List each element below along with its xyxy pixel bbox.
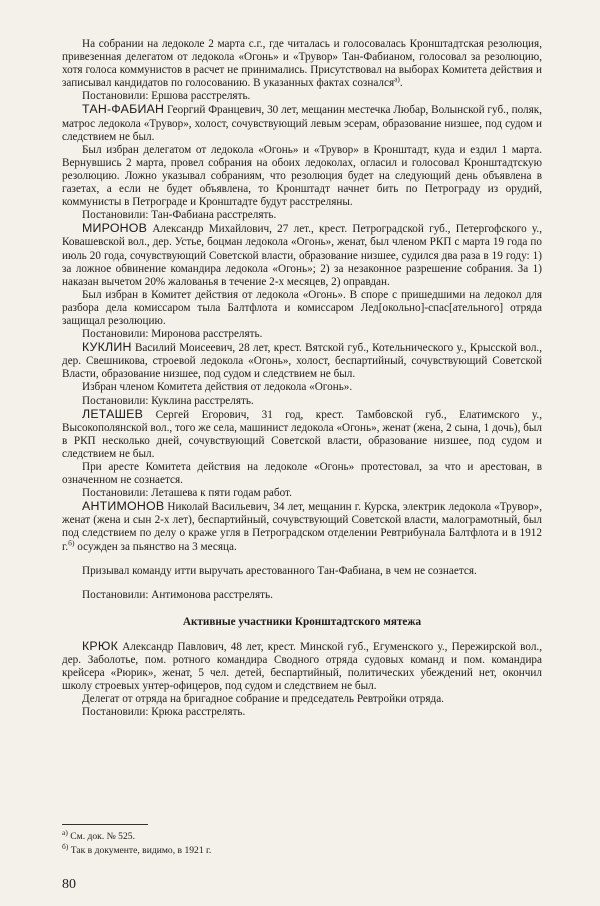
section-title: Активные участники Кронштадтского мятежа xyxy=(182,615,422,628)
paragraph: Призывал команду итти выручать арестованного Тан-Фабиана, в чем не сознается. xyxy=(82,564,477,577)
verdict: Постановили: Ершова расстрелять. xyxy=(82,90,251,103)
footnote: $^{а)}$ См. док. № 525. xyxy=(62,827,135,842)
page-number: 80 xyxy=(62,877,76,892)
paragraph: Делегат от отряда на бригадное собрание и председатель Ревтройки отряда. xyxy=(82,693,444,706)
person-entry: ТАН-ФАБИАН Георгий Францевич, 30 лет, мещанин местечка Любар, Волынской губ., поляк, матрос ледокола «Трувор», холост, сочувствующий левым эсерам, образование низшее, под судом и следствием не был. xyxy=(62,102,542,143)
paragraph: На собрании на ледоколе 2 марта с.г., где читалась и голосовалась Кронштадтская резолюция, привезенная делегатом от ледокола «Огонь» и «Трувор» Тан-Фабианом, голосовал за резолюцию, хотя голоса коммунистов в расчет не принимались. Присутствовал на выборах Комитета действия и записывал кандидатов по голосованию. В указанных фактах сознался$^{а)}$. xyxy=(62,38,542,90)
main-text xyxy=(62,38,542,720)
surname: ТАН-ФАБИАН xyxy=(82,102,165,117)
verdict: Постановили: Миронова расстрелять. xyxy=(82,328,263,341)
surname: КРЮК xyxy=(82,638,119,653)
footnote-ref: б) xyxy=(68,537,75,547)
surname: ЛЕТАШЕВ xyxy=(82,406,144,421)
surname: АНТИМОНОВ xyxy=(82,499,165,514)
verdict: Постановили: Куклина расстрелять. xyxy=(82,394,254,407)
paragraph: Избран членом Комитета действия от ледокола «Огонь». xyxy=(82,381,353,394)
footnote-divider xyxy=(62,824,148,825)
footnote-ref: а) xyxy=(394,74,400,84)
footnotes xyxy=(62,824,542,859)
person-entry: АНТИМОНОВ Николай Васильевич, 34 лет, мещанин г. Курска, электрик ледокола «Трувор», женат (жена и сын 2-х лет), беспартийный, сочувствующий Советской власти, малограмотный, был под следствием по делу о краже угля в Петроградском отделении Ревтрибунала Балтфлота и в 1912 г.$^{б)}$ осужден за пьянство на 3 месяца. xyxy=(62,499,542,553)
paragraph: Был избран в Комитет действия от ледокола «Огонь». В споре с пришедшими на ледокол для разбора дела комиссаром тыла Балтфлота и комиссаром Лед[окольно]-спас[ательного] отряда защищал резолюцию. xyxy=(62,288,542,327)
person-entry: МИРОНОВ Александр Михайлович, 27 лет., крест. Петроградской губ., Петергофского у., Ковашевской вол., дер. Устье, боцман ледокола «Огонь», женат, был членом РКП с марта 19 года по июль 20 года, сочувствующий Советской власти, образование низшее, судился два раза в 19 году: 1) за ложное обвинение командира ледокола «Огонь»; 2) за незаконное разрешение собрания. За 1) наказан вычетом 20% жалованья в течение 2-х месяцев, 2) оправдан. xyxy=(62,221,542,288)
verdict: Постановили: Тан-Фабиана расстрелять. xyxy=(82,209,277,222)
paragraph: При аресте Комитета действия на ледоколе «Огонь» протестовал, за что и арестован, в означенном не сознается. xyxy=(62,461,542,487)
surname: МИРОНОВ xyxy=(82,221,148,236)
person-entry: КУКЛИН Василий Моисеевич, 28 лет, крест. Вятской губ., Котельнического у., Крысской вол., дер. Свешникова, строевой ледокола «Огонь», холост, беспартийный, сочувствующий Советской Власти, образование низшее, под судом и следствием не был. xyxy=(62,340,542,381)
footnote: $^{б)}$ Так в документе, видимо, в 1921 г. xyxy=(62,841,212,856)
verdict: Постановили: Леташева к пяти годам работ. xyxy=(82,487,292,500)
paragraph: Был избран делегатом от ледокола «Огонь» и «Трувор» в Кронштадт, куда и ездил 1 марта. Вернувшись 2 марта, провел собрания на обоих ледоколах, огласил и голосовал Кронштадтскую резолюцию. Ложно указывал собраниям, что резолюция будет на следующий день объявлена в газетах, а если не будет объявлена, то Кронштадт начнет бить по Петрограду из орудий, коммунисты в Петрограде и Кронштадте будут расстреляны. xyxy=(62,143,542,209)
verdict: Постановили: Антимонова расстрелять. xyxy=(82,588,273,601)
person-entry: ЛЕТАШЕВ Сергей Егорович, 31 год, крест. Тамбовской губ., Елатимского у., Высокополянской вол., того же села, машинист ледокола «Огонь», женат (жена, 2 сына, 1 дочь), был в РКП несколько дней, сочувствующий Советской власти, образование низшее, под судом и следствием не был. xyxy=(62,406,542,460)
surname: КУКЛИН xyxy=(82,340,132,355)
person-entry: КРЮК Александр Павлович, 48 лет, крест. Минской губ., Егуменского у., Пережирской вол., дер. Заболотье, пом. ротного командира Сводного отряда судовых команд и пом. командира крейсера «Рюрик», женат, 5 чел. детей, беспартийный, политических убеждений нет, окончил школу строевых унтер-офицеров, под судом и следствием не был. xyxy=(62,638,542,693)
verdict: Постановили: Крюка расстрелять. xyxy=(82,706,246,719)
